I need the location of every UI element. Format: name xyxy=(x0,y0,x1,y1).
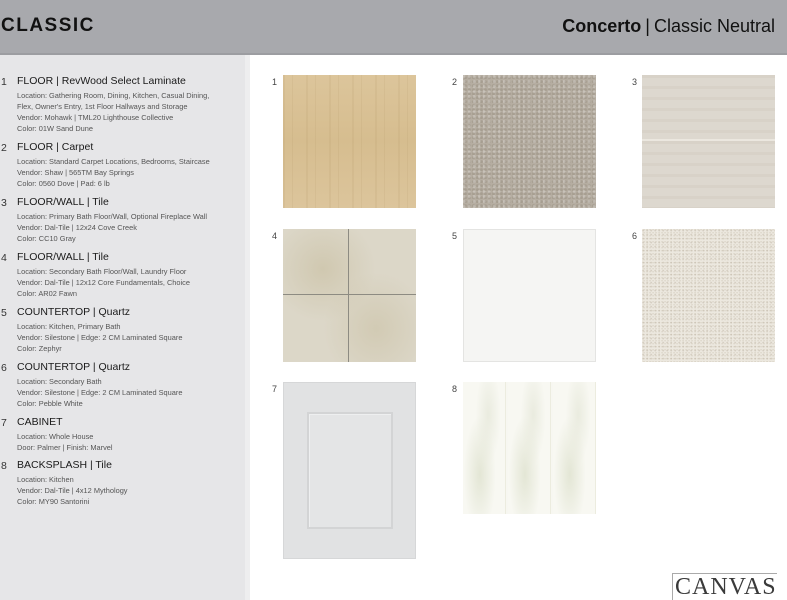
item-title: FLOOR/WALL | Tile xyxy=(17,251,109,263)
item-detail-line: Vendor: Dal-Tile | 12x12 Core Fundamentals, Choice xyxy=(17,278,190,287)
item-number: 7 xyxy=(1,417,7,429)
item-detail-line: Vendor: Silestone | Edge: 2 CM Laminated Square xyxy=(17,333,183,342)
item-title: FLOOR | RevWood Select Laminate xyxy=(17,75,186,87)
swatch-number-6: 6 xyxy=(632,231,638,241)
swatch-cabinet-door xyxy=(283,382,416,559)
swatch-tile-plank xyxy=(642,75,775,208)
item-detail-line: Color: 0560 Dove | Pad: 6 lb xyxy=(17,179,110,188)
swatch-number-1: 1 xyxy=(272,77,278,87)
item-detail-line: Location: Whole House xyxy=(17,432,94,441)
item-details xyxy=(17,156,210,189)
item-detail-line: Location: Gathering Room, Dining, Kitchen, Casual Dining, xyxy=(17,91,210,100)
item-detail-line: Location: Primary Bath Floor/Wall, Optional Fireplace Wall xyxy=(17,212,208,221)
item-details xyxy=(17,474,128,507)
item-title: COUNTERTOP | Quartz xyxy=(17,306,131,318)
item-details xyxy=(17,211,207,244)
swatch-quartz-zephyr xyxy=(463,229,596,362)
selections-sidebar xyxy=(0,55,250,600)
swatch-number-5: 5 xyxy=(452,231,458,241)
item-title: FLOOR | Carpet xyxy=(17,141,94,153)
cabinet-door-panel xyxy=(307,412,393,529)
item-number: 4 xyxy=(1,252,7,264)
swatch-quartz-pebble-white xyxy=(642,229,775,362)
swatch-number-2: 2 xyxy=(452,77,458,87)
item-details xyxy=(17,431,113,453)
swatch-carpet xyxy=(463,75,596,208)
item-detail-line: Vendor: Dal-Tile | 4x12 Mythology xyxy=(17,486,128,495)
brand-logo: CANVAS xyxy=(672,573,777,600)
subway-tile-strip xyxy=(463,382,506,514)
item-detail-line: Color: MY90 Santorini xyxy=(17,497,90,506)
item-number: 6 xyxy=(1,362,7,374)
item-details xyxy=(17,321,182,354)
item-detail-line: Color: Pebble White xyxy=(17,399,83,408)
item-title: COUNTERTOP | Quartz xyxy=(17,361,131,373)
item-detail-line: Vendor: Shaw | 565TM Bay Springs xyxy=(17,168,134,177)
item-detail-line: Color: Zephyr xyxy=(17,344,62,353)
item-detail-line: Vendor: Mohawk | TML20 Lighthouse Collective xyxy=(17,113,174,122)
swatch-number-4: 4 xyxy=(272,231,278,241)
item-number: 2 xyxy=(1,142,7,154)
item-detail-line: Vendor: Silestone | Edge: 2 CM Laminated Square xyxy=(17,388,183,397)
item-number: 8 xyxy=(1,460,7,472)
swatch-number-8: 8 xyxy=(452,384,458,394)
collection-title: CLASSIC xyxy=(1,15,95,36)
item-detail-line: Color: CC10 Gray xyxy=(17,234,76,243)
item-detail-line: Location: Standard Carpet Locations, Bedrooms, Staircase xyxy=(17,157,210,166)
item-detail-line: Color: AR02 Fawn xyxy=(17,289,77,298)
swatch-laminate-wood xyxy=(283,75,416,208)
swatch-backsplash-tile xyxy=(463,382,596,514)
item-detail-line: Location: Kitchen, Primary Bath xyxy=(17,322,121,331)
subway-tile-strip xyxy=(553,382,596,514)
item-details xyxy=(17,376,182,409)
item-details xyxy=(17,90,209,134)
swatch-number-7: 7 xyxy=(272,384,278,394)
page-header xyxy=(0,0,787,55)
swatch-number-3: 3 xyxy=(632,77,638,87)
item-detail-line: Location: Kitchen xyxy=(17,475,74,484)
plan-name: Concerto xyxy=(562,16,642,36)
item-number: 5 xyxy=(1,307,7,319)
item-detail-line: Door: Palmer | Finish: Marvel xyxy=(17,443,113,452)
item-title: BACKSPLASH | Tile xyxy=(17,459,112,471)
item-detail-line: Location: Secondary Bath xyxy=(17,377,102,386)
subway-tile-strip xyxy=(508,382,551,514)
item-detail-line: Flex, Owner's Entry, 1st Floor Hallways and Storage xyxy=(17,102,188,111)
item-detail-line: Vendor: Dal-Tile | 12x24 Cove Creek xyxy=(17,223,137,232)
palette-name: Classic Neutral xyxy=(653,16,775,36)
item-details xyxy=(17,266,190,299)
swatch-tile-square xyxy=(283,229,416,362)
plan-title xyxy=(562,16,775,37)
item-number: 1 xyxy=(1,76,7,88)
item-detail-line: Location: Secondary Bath Floor/Wall, Laundry Floor xyxy=(17,267,187,276)
item-number: 3 xyxy=(1,197,7,209)
item-title: CABINET xyxy=(17,416,63,428)
item-title: FLOOR/WALL | Tile xyxy=(17,196,109,208)
item-detail-line: Color: 01W Sand Dune xyxy=(17,124,93,133)
title-separator: | xyxy=(645,16,650,36)
